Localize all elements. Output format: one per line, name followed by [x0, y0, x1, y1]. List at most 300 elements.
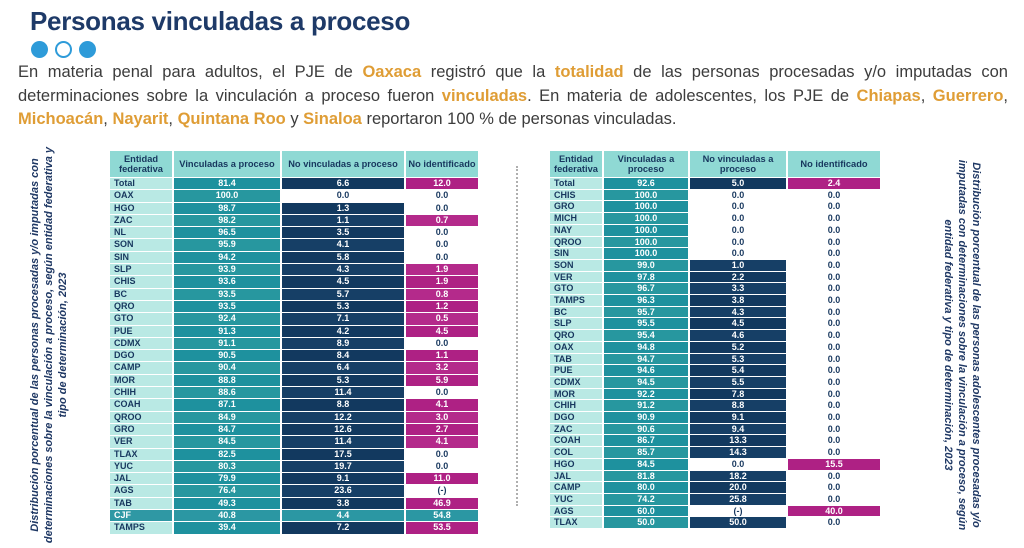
- value-cell: 0.0: [406, 338, 478, 349]
- value-cell: 1.9: [406, 264, 478, 275]
- value-cell: 0.0: [788, 260, 880, 271]
- value-cell: 9.4: [690, 424, 786, 435]
- value-cell: 81.8: [604, 471, 688, 482]
- entity-cell: TAB: [550, 354, 602, 365]
- value-cell: 1.1: [282, 215, 404, 226]
- column-header: No vinculadas a proceso: [690, 151, 786, 177]
- entity-cell: CDMX: [550, 377, 602, 388]
- table-row: [550, 447, 880, 458]
- entity-cell: BC: [550, 307, 602, 318]
- left-table-caption: Distribución porcentual de las personas procesadas y/o imputadas con determinaciones sobre la vinculación a proceso, según entidad federativa y tipo de determinación, 2023: [29, 146, 69, 544]
- entity-cell: CHIS: [110, 276, 172, 287]
- table-row: [550, 283, 880, 294]
- value-cell: 90.5: [174, 350, 280, 361]
- highlight-term: Quintana Roo: [177, 110, 286, 128]
- value-cell: 0.0: [406, 461, 478, 472]
- value-cell: 0.0: [788, 365, 880, 376]
- value-cell: 1.2: [406, 301, 478, 312]
- text-segment: y: [285, 110, 304, 128]
- value-cell: 17.5: [282, 449, 404, 460]
- value-cell: 9.1: [282, 473, 404, 484]
- header-row: [550, 151, 880, 177]
- dotted-divider: [516, 166, 518, 506]
- value-cell: 1.3: [282, 203, 404, 214]
- table-row: [550, 400, 880, 411]
- title-dots: [31, 41, 103, 58]
- table-row: [110, 215, 478, 226]
- value-cell: 12.0: [406, 178, 478, 189]
- value-cell: 19.7: [282, 461, 404, 472]
- value-cell: 2.7: [406, 424, 478, 435]
- entity-cell: SIN: [110, 252, 172, 263]
- highlight-term: Sinaloa: [303, 110, 362, 128]
- value-cell: 50.0: [690, 517, 786, 528]
- table-row: [550, 471, 880, 482]
- value-cell: 8.4: [282, 350, 404, 361]
- entity-cell: SIN: [550, 248, 602, 259]
- value-cell: 3.5: [282, 227, 404, 238]
- entity-cell: TLAX: [110, 449, 172, 460]
- entity-cell: QRO: [110, 301, 172, 312]
- entity-cell: YUC: [550, 494, 602, 505]
- value-cell: 5.4: [690, 365, 786, 376]
- value-cell: 3.0: [406, 412, 478, 423]
- table-row: [110, 449, 478, 460]
- value-cell: 84.5: [174, 436, 280, 447]
- value-cell: 93.5: [174, 301, 280, 312]
- value-cell: 60.0: [604, 506, 688, 517]
- value-cell: 2.4: [788, 178, 880, 189]
- value-cell: 80.3: [174, 461, 280, 472]
- value-cell: 4.5: [406, 326, 478, 337]
- column-header: No identificado: [788, 151, 880, 177]
- value-cell: 5.0: [690, 178, 786, 189]
- entity-cell: MICH: [550, 213, 602, 224]
- table-row: [110, 178, 478, 189]
- value-cell: 0.0: [788, 435, 880, 446]
- value-cell: 100.0: [604, 237, 688, 248]
- value-cell: 0.0: [690, 237, 786, 248]
- value-cell: 0.0: [788, 283, 880, 294]
- value-cell: (-): [690, 506, 786, 517]
- value-cell: 12.2: [282, 412, 404, 423]
- entity-cell: GRO: [110, 424, 172, 435]
- entity-cell: BC: [110, 289, 172, 300]
- value-cell: 4.3: [282, 264, 404, 275]
- value-cell: 0.0: [788, 494, 880, 505]
- table-row: [110, 338, 478, 349]
- entity-cell: NL: [110, 227, 172, 238]
- entity-cell: QRO: [550, 330, 602, 341]
- table-row: [110, 436, 478, 447]
- table-row: [110, 326, 478, 337]
- table-row: [110, 203, 478, 214]
- value-cell: 0.0: [788, 342, 880, 353]
- entity-cell: CHIH: [550, 400, 602, 411]
- value-cell: 0.0: [788, 237, 880, 248]
- entity-cell: PUE: [110, 326, 172, 337]
- dot-outline-icon: [55, 41, 72, 58]
- value-cell: 0.0: [788, 213, 880, 224]
- value-cell: 4.4: [282, 510, 404, 521]
- column-header: No vinculadas a proceso: [282, 151, 404, 177]
- value-cell: 96.7: [604, 283, 688, 294]
- value-cell: 7.1: [282, 313, 404, 324]
- value-cell: 0.0: [788, 377, 880, 388]
- text-segment: de las personas procesadas y/o imputadas con determinaciones sobre la vinculación a proceso fueron: [18, 63, 1008, 105]
- value-cell: 99.0: [604, 260, 688, 271]
- value-cell: 0.0: [406, 449, 478, 460]
- value-cell: 0.0: [406, 387, 478, 398]
- value-cell: 100.0: [604, 190, 688, 201]
- table-row: [550, 517, 880, 528]
- entity-cell: AGS: [110, 485, 172, 496]
- value-cell: 94.8: [604, 342, 688, 353]
- column-header: Vinculadas a proceso: [604, 151, 688, 177]
- value-cell: 4.1: [282, 239, 404, 250]
- entity-cell: CJF: [110, 510, 172, 521]
- value-cell: 0.0: [788, 272, 880, 283]
- table-row: [110, 227, 478, 238]
- value-cell: 92.6: [604, 178, 688, 189]
- table-row: [550, 248, 880, 259]
- value-cell: 1.0: [690, 260, 786, 271]
- table-row: [550, 330, 880, 341]
- table-row: [110, 424, 478, 435]
- entity-cell: VER: [550, 272, 602, 283]
- value-cell: 5.3: [282, 375, 404, 386]
- value-cell: 13.3: [690, 435, 786, 446]
- adults-table: [108, 150, 480, 535]
- entity-cell: MOR: [110, 375, 172, 386]
- table-row: [550, 318, 880, 329]
- value-cell: 0.0: [690, 201, 786, 212]
- value-cell: 84.5: [604, 459, 688, 470]
- table-row: [110, 498, 478, 509]
- entity-cell: Total: [550, 178, 602, 189]
- value-cell: 0.0: [788, 307, 880, 318]
- table-row: [550, 412, 880, 423]
- entity-cell: SON: [110, 239, 172, 250]
- value-cell: 74.2: [604, 494, 688, 505]
- entity-cell: COL: [550, 447, 602, 458]
- value-cell: 7.8: [690, 389, 786, 400]
- value-cell: 90.4: [174, 362, 280, 373]
- entity-cell: TAB: [110, 498, 172, 509]
- value-cell: 95.4: [604, 330, 688, 341]
- value-cell: 4.6: [690, 330, 786, 341]
- value-cell: 1.9: [406, 276, 478, 287]
- entity-cell: CAMP: [110, 362, 172, 373]
- table-row: [550, 389, 880, 400]
- table-row: [110, 362, 478, 373]
- value-cell: 15.5: [788, 459, 880, 470]
- value-cell: (-): [406, 485, 478, 496]
- entity-cell: CAMP: [550, 482, 602, 493]
- value-cell: 0.0: [788, 389, 880, 400]
- value-cell: 79.9: [174, 473, 280, 484]
- value-cell: 0.0: [406, 190, 478, 201]
- value-cell: 94.7: [604, 354, 688, 365]
- entity-cell: Total: [110, 178, 172, 189]
- value-cell: 96.3: [604, 295, 688, 306]
- value-cell: 0.0: [690, 225, 786, 236]
- value-cell: 88.8: [174, 375, 280, 386]
- value-cell: 11.4: [282, 387, 404, 398]
- value-cell: 1.1: [406, 350, 478, 361]
- entity-cell: ZAC: [110, 215, 172, 226]
- text-segment: ,: [920, 86, 933, 105]
- value-cell: 5.8: [282, 252, 404, 263]
- table-row: [550, 459, 880, 470]
- value-cell: 18.2: [690, 471, 786, 482]
- highlight-term: Michoacán: [18, 110, 104, 128]
- table-row: [110, 264, 478, 275]
- value-cell: 12.6: [282, 424, 404, 435]
- value-cell: 93.9: [174, 264, 280, 275]
- value-cell: 0.0: [406, 227, 478, 238]
- value-cell: 5.5: [690, 377, 786, 388]
- text-segment: reportaron 100 % de personas vinculadas.: [361, 110, 677, 128]
- value-cell: 0.0: [788, 248, 880, 259]
- entity-cell: SON: [550, 260, 602, 271]
- value-cell: 0.5: [406, 313, 478, 324]
- table-row: [550, 482, 880, 493]
- value-cell: 93.6: [174, 276, 280, 287]
- column-header: Entidad federativa: [110, 151, 172, 177]
- entity-cell: CDMX: [110, 338, 172, 349]
- entity-cell: DGO: [550, 412, 602, 423]
- table-row: [550, 201, 880, 212]
- table-row: [550, 237, 880, 248]
- value-cell: 49.3: [174, 498, 280, 509]
- value-cell: 54.8: [406, 510, 478, 521]
- entity-cell: CHIH: [110, 387, 172, 398]
- value-cell: 100.0: [604, 201, 688, 212]
- entity-cell: TAMPS: [110, 522, 172, 533]
- value-cell: 0.0: [788, 295, 880, 306]
- value-cell: 98.7: [174, 203, 280, 214]
- value-cell: 2.2: [690, 272, 786, 283]
- value-cell: 0.0: [788, 447, 880, 458]
- entity-cell: OAX: [550, 342, 602, 353]
- highlight-term: vinculadas: [441, 86, 528, 105]
- value-cell: 0.0: [788, 201, 880, 212]
- value-cell: 4.3: [690, 307, 786, 318]
- table-row: [550, 260, 880, 271]
- value-cell: 95.9: [174, 239, 280, 250]
- value-cell: 53.5: [406, 522, 478, 533]
- value-cell: 0.0: [406, 252, 478, 263]
- entity-cell: DGO: [110, 350, 172, 361]
- text-segment: ,: [1003, 86, 1008, 105]
- table-row: [110, 289, 478, 300]
- highlight-term: Nayarit: [112, 110, 169, 128]
- table-row: [110, 461, 478, 472]
- entity-cell: JAL: [110, 473, 172, 484]
- value-cell: 40.0: [788, 506, 880, 517]
- value-cell: 91.3: [174, 326, 280, 337]
- entity-cell: JAL: [550, 471, 602, 482]
- value-cell: 84.7: [174, 424, 280, 435]
- dot-filled-icon: [31, 41, 48, 58]
- dot-filled-icon: [79, 41, 96, 58]
- value-cell: 4.2: [282, 326, 404, 337]
- value-cell: 92.4: [174, 313, 280, 324]
- table-row: [550, 178, 880, 189]
- value-cell: 94.6: [604, 365, 688, 376]
- text-segment: registró que la: [421, 63, 555, 81]
- value-cell: 0.0: [788, 225, 880, 236]
- value-cell: 8.8: [690, 400, 786, 411]
- entity-cell: NAY: [550, 225, 602, 236]
- value-cell: 88.6: [174, 387, 280, 398]
- highlight-term: Oaxaca: [362, 63, 422, 81]
- value-cell: 0.0: [788, 517, 880, 528]
- value-cell: 6.6: [282, 178, 404, 189]
- text-segment: ,: [103, 110, 113, 128]
- entity-cell: TLAX: [550, 517, 602, 528]
- table-row: [550, 295, 880, 306]
- value-cell: 91.1: [174, 338, 280, 349]
- table-row: [110, 190, 478, 201]
- entity-cell: HGO: [550, 459, 602, 470]
- value-cell: 25.8: [690, 494, 786, 505]
- text-segment: . En materia de adolescentes, los PJE de: [527, 86, 857, 105]
- table-row: [550, 354, 880, 365]
- value-cell: 0.0: [788, 482, 880, 493]
- intro-paragraph: [18, 61, 1008, 132]
- value-cell: 3.8: [282, 498, 404, 509]
- entity-cell: OAX: [110, 190, 172, 201]
- table-row: [110, 252, 478, 263]
- entity-cell: MOR: [550, 389, 602, 400]
- entity-cell: TAMPS: [550, 295, 602, 306]
- text-segment: ,: [168, 110, 178, 128]
- value-cell: 98.2: [174, 215, 280, 226]
- value-cell: 11.4: [282, 436, 404, 447]
- value-cell: 5.2: [690, 342, 786, 353]
- value-cell: 50.0: [604, 517, 688, 528]
- value-cell: 90.6: [604, 424, 688, 435]
- value-cell: 81.4: [174, 178, 280, 189]
- entity-cell: YUC: [110, 461, 172, 472]
- value-cell: 8.9: [282, 338, 404, 349]
- value-cell: 100.0: [174, 190, 280, 201]
- entity-cell: QROO: [550, 237, 602, 248]
- value-cell: 0.0: [788, 318, 880, 329]
- table-row: [110, 412, 478, 423]
- table-row: [550, 190, 880, 201]
- column-header: Entidad federativa: [550, 151, 602, 177]
- entity-cell: COAH: [110, 399, 172, 410]
- table-row: [110, 313, 478, 324]
- table-row: [550, 377, 880, 388]
- value-cell: 76.4: [174, 485, 280, 496]
- value-cell: 96.5: [174, 227, 280, 238]
- table-row: [110, 387, 478, 398]
- value-cell: 5.7: [282, 289, 404, 300]
- value-cell: 86.7: [604, 435, 688, 446]
- table-row: [110, 350, 478, 361]
- page-title: Personas vinculadas a proceso: [30, 6, 411, 36]
- value-cell: 7.2: [282, 522, 404, 533]
- entity-cell: HGO: [110, 203, 172, 214]
- value-cell: 40.8: [174, 510, 280, 521]
- value-cell: 5.9: [406, 375, 478, 386]
- value-cell: 39.4: [174, 522, 280, 533]
- table-row: [550, 272, 880, 283]
- highlight-term: Chiapas: [856, 86, 921, 105]
- value-cell: 0.0: [788, 424, 880, 435]
- value-cell: 20.0: [690, 482, 786, 493]
- table-row: [110, 399, 478, 410]
- value-cell: 91.2: [604, 400, 688, 411]
- value-cell: 0.0: [788, 400, 880, 411]
- table-row: [110, 485, 478, 496]
- table-row: [550, 365, 880, 376]
- value-cell: 8.8: [282, 399, 404, 410]
- table-row: [550, 435, 880, 446]
- value-cell: 5.3: [690, 354, 786, 365]
- table-row: [550, 506, 880, 517]
- value-cell: 0.0: [406, 239, 478, 250]
- entity-cell: VER: [110, 436, 172, 447]
- entity-cell: PUE: [550, 365, 602, 376]
- adolescents-table: [548, 150, 882, 529]
- highlight-term: Guerrero: [932, 86, 1004, 105]
- value-cell: 85.7: [604, 447, 688, 458]
- table-row: [110, 473, 478, 484]
- value-cell: 3.2: [406, 362, 478, 373]
- header-row: [110, 151, 478, 177]
- value-cell: 0.0: [788, 330, 880, 341]
- value-cell: 11.0: [406, 473, 478, 484]
- value-cell: 14.3: [690, 447, 786, 458]
- value-cell: 0.0: [788, 190, 880, 201]
- value-cell: 0.0: [690, 213, 786, 224]
- value-cell: 9.1: [690, 412, 786, 423]
- table-row: [110, 522, 478, 533]
- table-row: [550, 424, 880, 435]
- value-cell: 4.5: [282, 276, 404, 287]
- value-cell: 23.6: [282, 485, 404, 496]
- table-row: [550, 213, 880, 224]
- value-cell: 100.0: [604, 225, 688, 236]
- value-cell: 0.8: [406, 289, 478, 300]
- text-segment: En materia penal para adultos, el PJE de: [18, 63, 363, 81]
- value-cell: 0.0: [282, 190, 404, 201]
- value-cell: 80.0: [604, 482, 688, 493]
- entity-cell: AGS: [550, 506, 602, 517]
- entity-cell: QROO: [110, 412, 172, 423]
- value-cell: 90.9: [604, 412, 688, 423]
- value-cell: 94.5: [604, 377, 688, 388]
- table-row: [110, 510, 478, 521]
- value-cell: 95.5: [604, 318, 688, 329]
- value-cell: 97.8: [604, 272, 688, 283]
- value-cell: 100.0: [604, 213, 688, 224]
- value-cell: 100.0: [604, 248, 688, 259]
- value-cell: 0.0: [788, 412, 880, 423]
- value-cell: 93.5: [174, 289, 280, 300]
- value-cell: 0.0: [788, 354, 880, 365]
- entity-cell: GTO: [550, 283, 602, 294]
- value-cell: 92.2: [604, 389, 688, 400]
- value-cell: 4.1: [406, 399, 478, 410]
- value-cell: 0.0: [406, 203, 478, 214]
- value-cell: 94.2: [174, 252, 280, 263]
